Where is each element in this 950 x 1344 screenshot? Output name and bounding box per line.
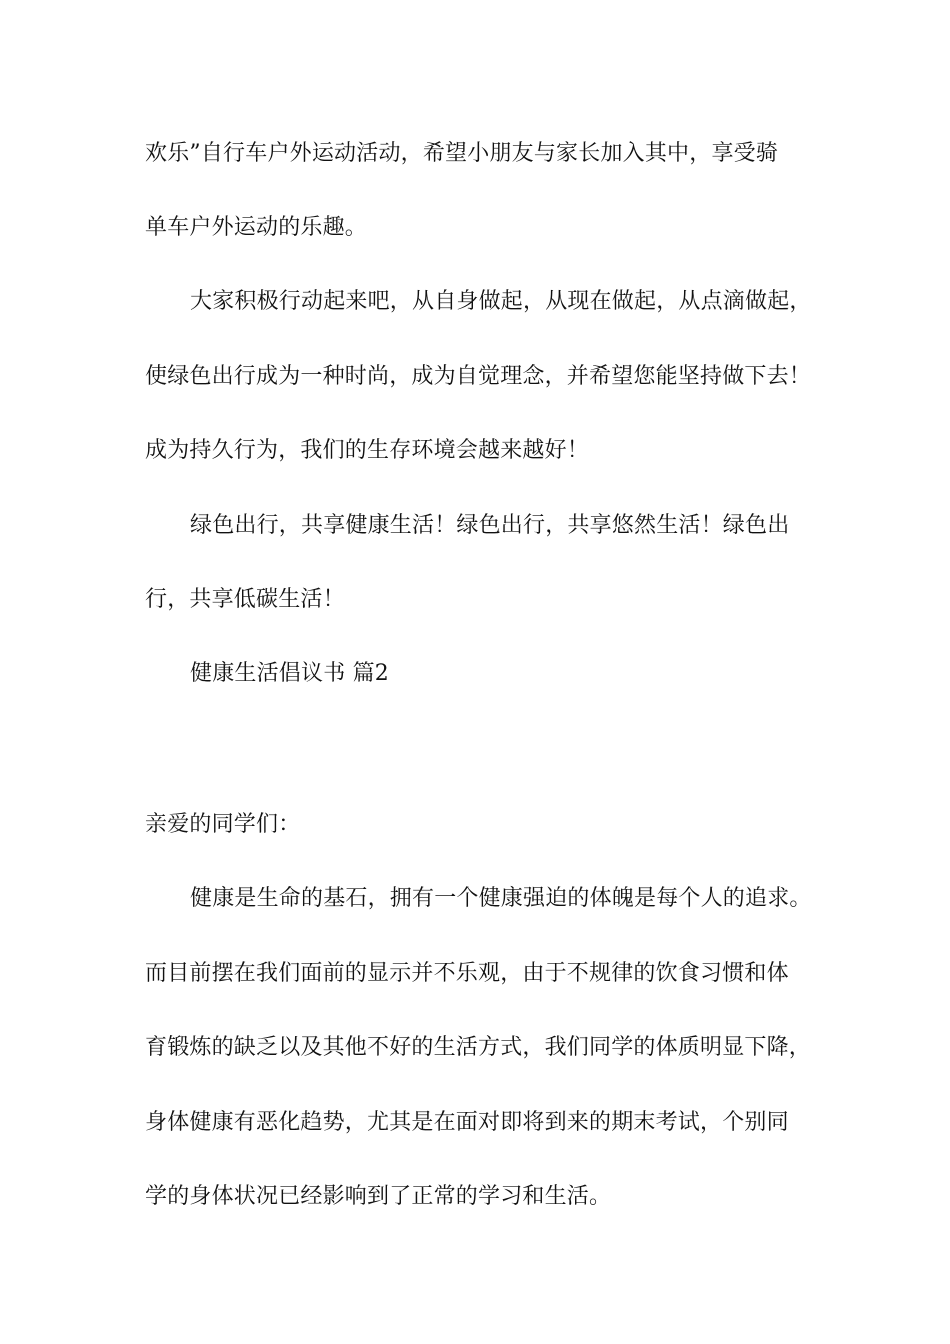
section-heading: 健康生活倡议书 篇2 — [190, 661, 389, 686]
text-line: 身体健康有恶化趋势，尤其是在面对即将到来的期末考试，个别同 — [145, 1110, 789, 1135]
text-line: 绿色出行，共享健康生活！绿色出行，共享悠然生活！绿色出 — [190, 513, 790, 538]
text-line: 大家积极行动起来吧，从自身做起，从现在做起，从点滴做起， — [190, 289, 812, 314]
text-line: 成为持久行为，我们的生存环境会越来越好！ — [145, 438, 590, 463]
text-line: 欢乐”自行车户外运动活动，希望小朋友与家长加入其中，享受骑 — [145, 141, 779, 166]
text-line: 单车户外运动的乐趣。 — [145, 215, 368, 240]
text-line: 健康是生命的基石，拥有一个健康强迫的体魄是每个人的追求。 — [190, 886, 812, 911]
text-line: 行，共享低碳生活！ — [145, 587, 345, 612]
text-line: 使绿色出行成为一种时尚，成为自觉理念，并希望您能坚持做下去！ — [145, 364, 812, 389]
text-line: 而目前摆在我们面前的显示并不乐观，由于不规律的饮食习惯和体 — [145, 961, 789, 986]
text-line: 学的身体状况已经影响到了正常的学习和生活。 — [145, 1184, 612, 1209]
text-line: 育锻炼的缺乏以及其他不好的生活方式，我们同学的体质明显下降， — [145, 1035, 812, 1060]
salutation: 亲爱的同学们： — [145, 812, 301, 837]
